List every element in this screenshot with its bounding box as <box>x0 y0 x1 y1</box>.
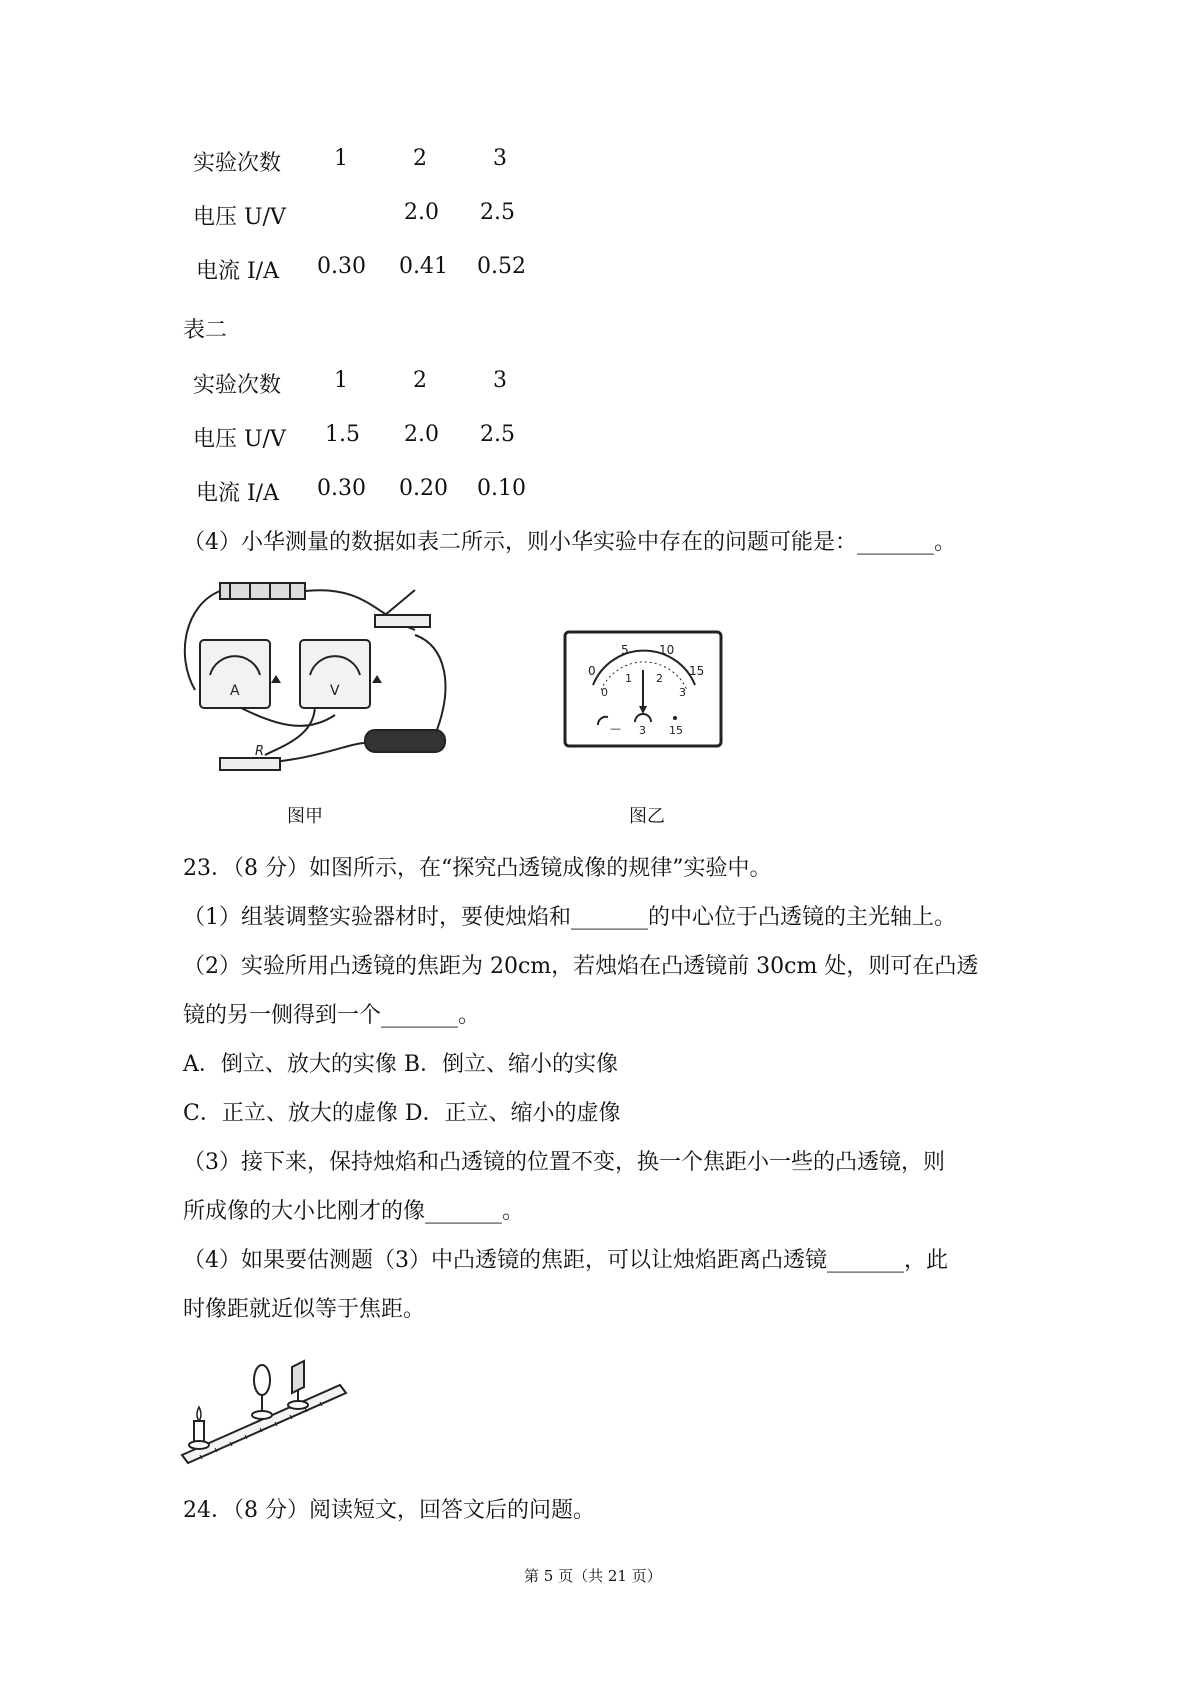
table-1-header: 实验次数 <box>193 151 282 176</box>
question-23-part-2-line-1: （2）实验所用凸透镜的焦距为 20cm，若烛焰在凸透镜前 30cm 处，则可在凸透 <box>183 954 979 979</box>
table-1-header: 电流 I/A <box>196 259 279 284</box>
page-footer: 第 5 页（共 21 页） <box>524 1567 662 1585</box>
table-2-header: 实验次数 <box>193 373 282 398</box>
question-23-part-1: （1）组装调整实验器材时，要使烛焰和_______的中心位于凸透镜的主光轴上。 <box>183 905 956 930</box>
dial-top-15: 15 <box>689 664 705 678</box>
resistor-label: R <box>255 744 265 759</box>
question-23-part-3-line-2: 所成像的大小比刚才的像_______。 <box>183 1199 525 1224</box>
question-23-part-2-line-2: 镜的另一侧得到一个_______。 <box>183 1003 481 1028</box>
question-23-part-4-line-1: （4）如果要估测题（3）中凸透镜的焦距，可以让烛焰距离凸透镜_______，此 <box>183 1248 948 1273</box>
voltmeter-label: V <box>330 683 340 699</box>
table-2-cell: 2.0 <box>404 422 439 447</box>
table-2-caption: 表二 <box>183 318 228 343</box>
question-23-options-cd: C．正立、放大的虚像 D．正立、缩小的虚像 <box>183 1101 621 1126</box>
figure-yi-caption: 图乙 <box>629 806 665 827</box>
figure-jia-caption: 图甲 <box>287 806 323 827</box>
dial-bottom-1: 1 <box>625 672 632 685</box>
dial-terminal-minus: — <box>610 722 621 735</box>
dial-terminal-3: 3 <box>639 724 646 737</box>
lens-experiment-figure <box>180 1335 350 1473</box>
dial-top-5: 5 <box>621 643 629 657</box>
table-2-header: 电压 U/V <box>193 427 286 452</box>
dial-terminal-15: 15 <box>669 724 683 737</box>
table-1-cell: 2 <box>413 146 427 171</box>
question-23-title: 23．（8 分）如图所示，在“探究凸透镜成像的规律”实验中。 <box>183 856 772 881</box>
table-2-cell: 1.5 <box>325 422 360 447</box>
table-1-cell: 2.0 <box>404 200 439 225</box>
question-22-part-4: （4）小华测量的数据如表二所示，则小华实验中存在的问题可能是：_______。 <box>183 530 956 555</box>
circuit-figure <box>175 575 505 780</box>
dial-bottom-0: 0 <box>601 686 608 699</box>
question-24-title: 24．（8 分）阅读短文，回答文后的问题。 <box>183 1498 595 1523</box>
table-1-cell: 2.5 <box>480 200 515 225</box>
table-2-cell: 1 <box>334 368 348 393</box>
dial-top-0: 0 <box>588 664 596 678</box>
table-1-cell: 0.30 <box>317 254 366 279</box>
table-1-header: 电压 U/V <box>193 205 286 230</box>
question-23-part-4-line-2: 时像距就近似等于焦距。 <box>183 1297 426 1322</box>
table-2-header: 电流 I/A <box>196 481 279 506</box>
table-2-cell: 2 <box>413 368 427 393</box>
question-23-options-ab: A．倒立、放大的实像 B．倒立、缩小的实像 <box>183 1052 619 1077</box>
table-1-cell: 0.41 <box>399 254 448 279</box>
dial-bottom-3: 3 <box>679 686 686 699</box>
dial-top-10: 10 <box>659 643 675 657</box>
table-1-cell: 0.52 <box>477 254 526 279</box>
meter-dial-figure <box>563 630 723 748</box>
table-2-cell: 3 <box>493 368 507 393</box>
table-2-cell: 0.20 <box>399 476 448 501</box>
table-2-cell: 2.5 <box>480 422 515 447</box>
dial-bottom-2: 2 <box>656 672 663 685</box>
question-23-part-3-line-1: （3）接下来，保持烛焰和凸透镜的位置不变，换一个焦距小一些的凸透镜，则 <box>183 1150 945 1175</box>
table-1-cell: 3 <box>493 146 507 171</box>
ammeter-label: A <box>230 683 240 699</box>
table-2-cell: 0.30 <box>317 476 366 501</box>
table-2-cell: 0.10 <box>477 476 526 501</box>
table-1-cell: 1 <box>334 146 348 171</box>
